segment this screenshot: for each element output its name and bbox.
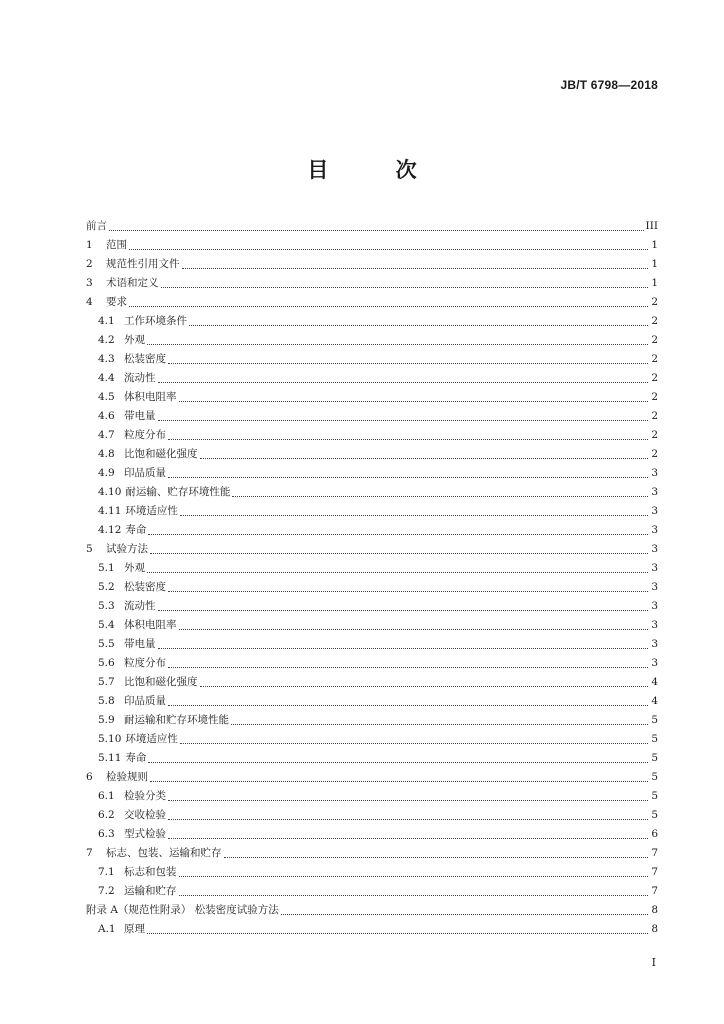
dot-leader: [147, 933, 648, 934]
toc-entry-page: 7: [651, 885, 658, 897]
toc-entry[interactable]: [86, 407, 658, 426]
toc-entry-number: 5.6: [98, 657, 115, 669]
toc-entry[interactable]: [86, 882, 658, 901]
toc-entry-number: 4.2: [98, 334, 115, 346]
toc-entry-page: 3: [651, 562, 658, 574]
toc-entry-number: 4.8: [98, 448, 115, 460]
toc-entry-number: 4.10: [98, 486, 122, 498]
dot-leader: [168, 591, 648, 592]
dot-leader: [232, 496, 648, 497]
toc-entry-page: 5: [651, 790, 658, 802]
toc-entry[interactable]: [86, 863, 658, 882]
toc-entry-title: 寿命: [125, 524, 147, 536]
toc-entry[interactable]: [86, 331, 658, 350]
toc-entry-title: 流动性: [124, 372, 156, 384]
dot-leader: [200, 686, 649, 687]
dot-leader: [179, 401, 649, 402]
toc-entry-page: 4: [651, 695, 658, 707]
toc-entry-page: 3: [651, 543, 658, 555]
dot-leader: [168, 477, 648, 478]
toc-entry-title: 耐运输、贮存环境性能: [125, 486, 231, 498]
toc-entry-title: 附录 A（规范性附录） 松装密度试验方法: [86, 904, 279, 916]
toc-entry-number: 7: [86, 847, 93, 859]
toc-entry[interactable]: [86, 521, 658, 540]
dot-leader: [180, 515, 648, 516]
dot-leader: [147, 572, 648, 573]
toc-entry-number: 5.4: [98, 619, 115, 631]
dot-leader: [179, 629, 649, 630]
dot-leader: [179, 876, 649, 877]
toc-entry-number: 5.1: [98, 562, 115, 574]
toc-entry[interactable]: [86, 483, 658, 502]
toc-entry-title: 比饱和磁化强度: [124, 448, 198, 460]
dot-leader: [179, 895, 649, 896]
toc-entry-page: 1: [651, 258, 658, 270]
dot-leader: [180, 743, 648, 744]
toc-entry-title: 体积电阻率: [124, 619, 177, 631]
dot-leader: [158, 648, 649, 649]
toc-entry[interactable]: [86, 445, 658, 464]
toc-entry-number: 4.11: [98, 505, 122, 517]
toc-entry-title: 带电量: [124, 410, 156, 422]
toc-entry[interactable]: [86, 236, 658, 255]
toc-entry-title: 松装密度: [124, 353, 166, 365]
toc-entry-title: 交收检验: [124, 809, 166, 821]
toc-entry-page: 5: [651, 771, 658, 783]
standard-code: JB/T 6798—2018: [560, 78, 658, 92]
dot-leader: [148, 762, 648, 763]
toc-entry-number: A.1: [98, 923, 116, 935]
toc-title: 目 次: [307, 157, 447, 182]
toc-entry-title: 粒度分布: [124, 657, 166, 669]
toc-entry[interactable]: [86, 578, 658, 597]
toc-entry-title: 规范性引用文件: [106, 258, 180, 270]
toc-entry-title: 工作环境条件: [124, 315, 187, 327]
toc-entry[interactable]: [86, 217, 658, 236]
dot-leader: [158, 610, 649, 611]
toc-entry-title: 原理: [124, 923, 145, 935]
toc-entry-number: 5.7: [98, 676, 115, 688]
toc-entry-title: 体积电阻率: [124, 391, 177, 403]
toc-entry-title: 比饱和磁化强度: [124, 676, 198, 688]
dot-leader: [109, 230, 644, 231]
toc-entry-number: 4.5: [98, 391, 115, 403]
dot-leader: [147, 344, 648, 345]
toc-entry-page: 3: [651, 600, 658, 612]
dot-leader: [189, 325, 648, 326]
toc-entry-number: 2: [86, 258, 93, 270]
toc-entry[interactable]: [86, 559, 658, 578]
dot-leader: [129, 249, 648, 250]
toc-entry-number: 1: [86, 239, 93, 251]
toc-entry-title: 检验规则: [106, 771, 148, 783]
toc-entry-number: 4.6: [98, 410, 115, 422]
dot-leader: [168, 667, 648, 668]
toc-entry-title: 型式检验: [124, 828, 166, 840]
toc-entry[interactable]: [86, 255, 658, 274]
toc-entry-page: 1: [651, 277, 658, 289]
toc-entry[interactable]: [86, 787, 658, 806]
toc-entry[interactable]: [86, 350, 658, 369]
toc-entry-page: 2: [651, 448, 658, 460]
table-of-contents: [86, 217, 658, 939]
toc-entry[interactable]: [86, 635, 658, 654]
toc-entry[interactable]: [86, 597, 658, 616]
toc-entry-title: 松装密度: [124, 581, 166, 593]
toc-entry-title: 流动性: [124, 600, 156, 612]
toc-entry[interactable]: [86, 844, 658, 863]
toc-entry-page: 2: [651, 353, 658, 365]
toc-entry-page: 3: [651, 619, 658, 631]
toc-entry-title: 要求: [106, 296, 127, 308]
toc-entry-title: 带电量: [124, 638, 156, 650]
toc-entry-page: 3: [651, 467, 658, 479]
toc-entry-number: 6: [86, 771, 93, 783]
toc-entry-page: 3: [651, 657, 658, 669]
dot-leader: [158, 382, 649, 383]
toc-entry-title: 印品质量: [124, 467, 166, 479]
dot-leader: [129, 306, 648, 307]
toc-entry-page: 6: [651, 828, 658, 840]
toc-entry-number: 5.8: [98, 695, 115, 707]
dot-leader: [161, 287, 649, 288]
toc-entry[interactable]: [86, 616, 658, 635]
dot-leader: [150, 781, 648, 782]
toc-entry-number: 6.2: [98, 809, 115, 821]
dot-leader: [168, 363, 648, 364]
dot-leader: [281, 914, 648, 915]
toc-entry[interactable]: [86, 749, 658, 768]
toc-entry-title: 试验方法: [106, 543, 148, 555]
toc-entry-number: 5.3: [98, 600, 115, 612]
dot-leader: [200, 458, 649, 459]
dot-leader: [168, 819, 648, 820]
toc-entry-number: 6.1: [98, 790, 115, 802]
toc-entry-number: 6.3: [98, 828, 115, 840]
toc-entry-title: 前言: [86, 220, 107, 232]
toc-entry-page: III: [645, 220, 658, 232]
toc-entry-title: 标志、包装、运输和贮存: [106, 847, 222, 859]
toc-entry-number: 4.4: [98, 372, 115, 384]
toc-entry-number: 4.9: [98, 467, 115, 479]
toc-entry-title: 范围: [106, 239, 127, 251]
toc-entry-title: 环境适应性: [125, 733, 178, 745]
toc-entry-title: 印品质量: [124, 695, 166, 707]
toc-entry-page: 8: [651, 923, 658, 935]
toc-entry-title: 耐运输和贮存环境性能: [124, 714, 229, 726]
toc-entry-title: 粒度分布: [124, 429, 166, 441]
toc-entry-page: 5: [651, 809, 658, 821]
toc-entry[interactable]: [86, 274, 658, 293]
toc-entry-page: 2: [651, 410, 658, 422]
toc-entry-number: 4.3: [98, 353, 115, 365]
toc-entry-page: 2: [651, 429, 658, 441]
toc-entry-page: 4: [651, 676, 658, 688]
toc-entry[interactable]: [86, 369, 658, 388]
dot-leader: [168, 838, 648, 839]
toc-entry-title: 外观: [124, 334, 145, 346]
toc-entry-page: 2: [651, 372, 658, 384]
toc-entry-page: 7: [651, 847, 658, 859]
dot-leader: [168, 705, 648, 706]
toc-entry-page: 3: [651, 486, 658, 498]
dot-leader: [148, 534, 648, 535]
page-number: I: [651, 956, 656, 969]
toc-entry[interactable]: [86, 540, 658, 559]
toc-entry[interactable]: [86, 806, 658, 825]
toc-entry[interactable]: [86, 502, 658, 521]
toc-entry[interactable]: [86, 464, 658, 483]
toc-entry[interactable]: [86, 654, 658, 673]
toc-entry[interactable]: [86, 673, 658, 692]
toc-entry-number: 7.2: [98, 885, 115, 897]
toc-entry[interactable]: [86, 293, 658, 312]
toc-entry-title: 术语和定义: [106, 277, 159, 289]
toc-entry-page: 2: [651, 334, 658, 346]
toc-entry[interactable]: [86, 920, 658, 939]
toc-entry-title: 外观: [124, 562, 145, 574]
toc-entry-page: 2: [651, 391, 658, 403]
toc-entry-page: 2: [651, 315, 658, 327]
toc-entry[interactable]: [86, 388, 658, 407]
toc-entry-number: 7.1: [98, 866, 115, 878]
toc-entry[interactable]: [86, 312, 658, 331]
toc-entry-page: 5: [651, 714, 658, 726]
dot-leader: [182, 268, 649, 269]
dot-leader: [168, 439, 648, 440]
toc-entry-number: 5.11: [98, 752, 122, 764]
toc-entry[interactable]: [86, 692, 658, 711]
toc-entry-number: 4.12: [98, 524, 122, 536]
dot-leader: [168, 800, 648, 801]
dot-leader: [158, 420, 649, 421]
toc-entry[interactable]: [86, 768, 658, 787]
toc-entry-title: 环境适应性: [125, 505, 178, 517]
dot-leader: [150, 553, 648, 554]
toc-entry[interactable]: [86, 426, 658, 445]
toc-entry-title: 寿命: [125, 752, 147, 764]
toc-entry-title: 标志和包装: [124, 866, 177, 878]
toc-entry-number: 4.1: [98, 315, 115, 327]
dot-leader: [231, 724, 648, 725]
toc-entry-number: 5.5: [98, 638, 115, 650]
toc-entry-number: 4: [86, 296, 93, 308]
toc-entry-page: 8: [651, 904, 658, 916]
toc-entry-page: 3: [651, 505, 658, 517]
toc-entry[interactable]: [86, 711, 658, 730]
toc-entry-page: 5: [651, 752, 658, 764]
toc-entry[interactable]: [86, 901, 658, 920]
toc-entry[interactable]: [86, 825, 658, 844]
toc-entry-page: 3: [651, 581, 658, 593]
toc-entry-number: 5.10: [98, 733, 122, 745]
toc-entry-page: 7: [651, 866, 658, 878]
toc-entry-number: 3: [86, 277, 93, 289]
toc-entry-page: 5: [651, 733, 658, 745]
toc-entry-number: 4.7: [98, 429, 115, 441]
toc-entry-page: 1: [651, 239, 658, 251]
toc-entry-number: 5.2: [98, 581, 115, 593]
toc-entry-title: 运输和贮存: [124, 885, 177, 897]
toc-entry-number: 5.9: [98, 714, 115, 726]
toc-entry-page: 2: [651, 296, 658, 308]
dot-leader: [224, 857, 649, 858]
toc-entry-title: 检验分类: [124, 790, 166, 802]
toc-entry-page: 3: [651, 524, 658, 536]
toc-entry[interactable]: [86, 730, 658, 749]
toc-entry-number: 5: [86, 543, 93, 555]
toc-entry-page: 3: [651, 638, 658, 650]
